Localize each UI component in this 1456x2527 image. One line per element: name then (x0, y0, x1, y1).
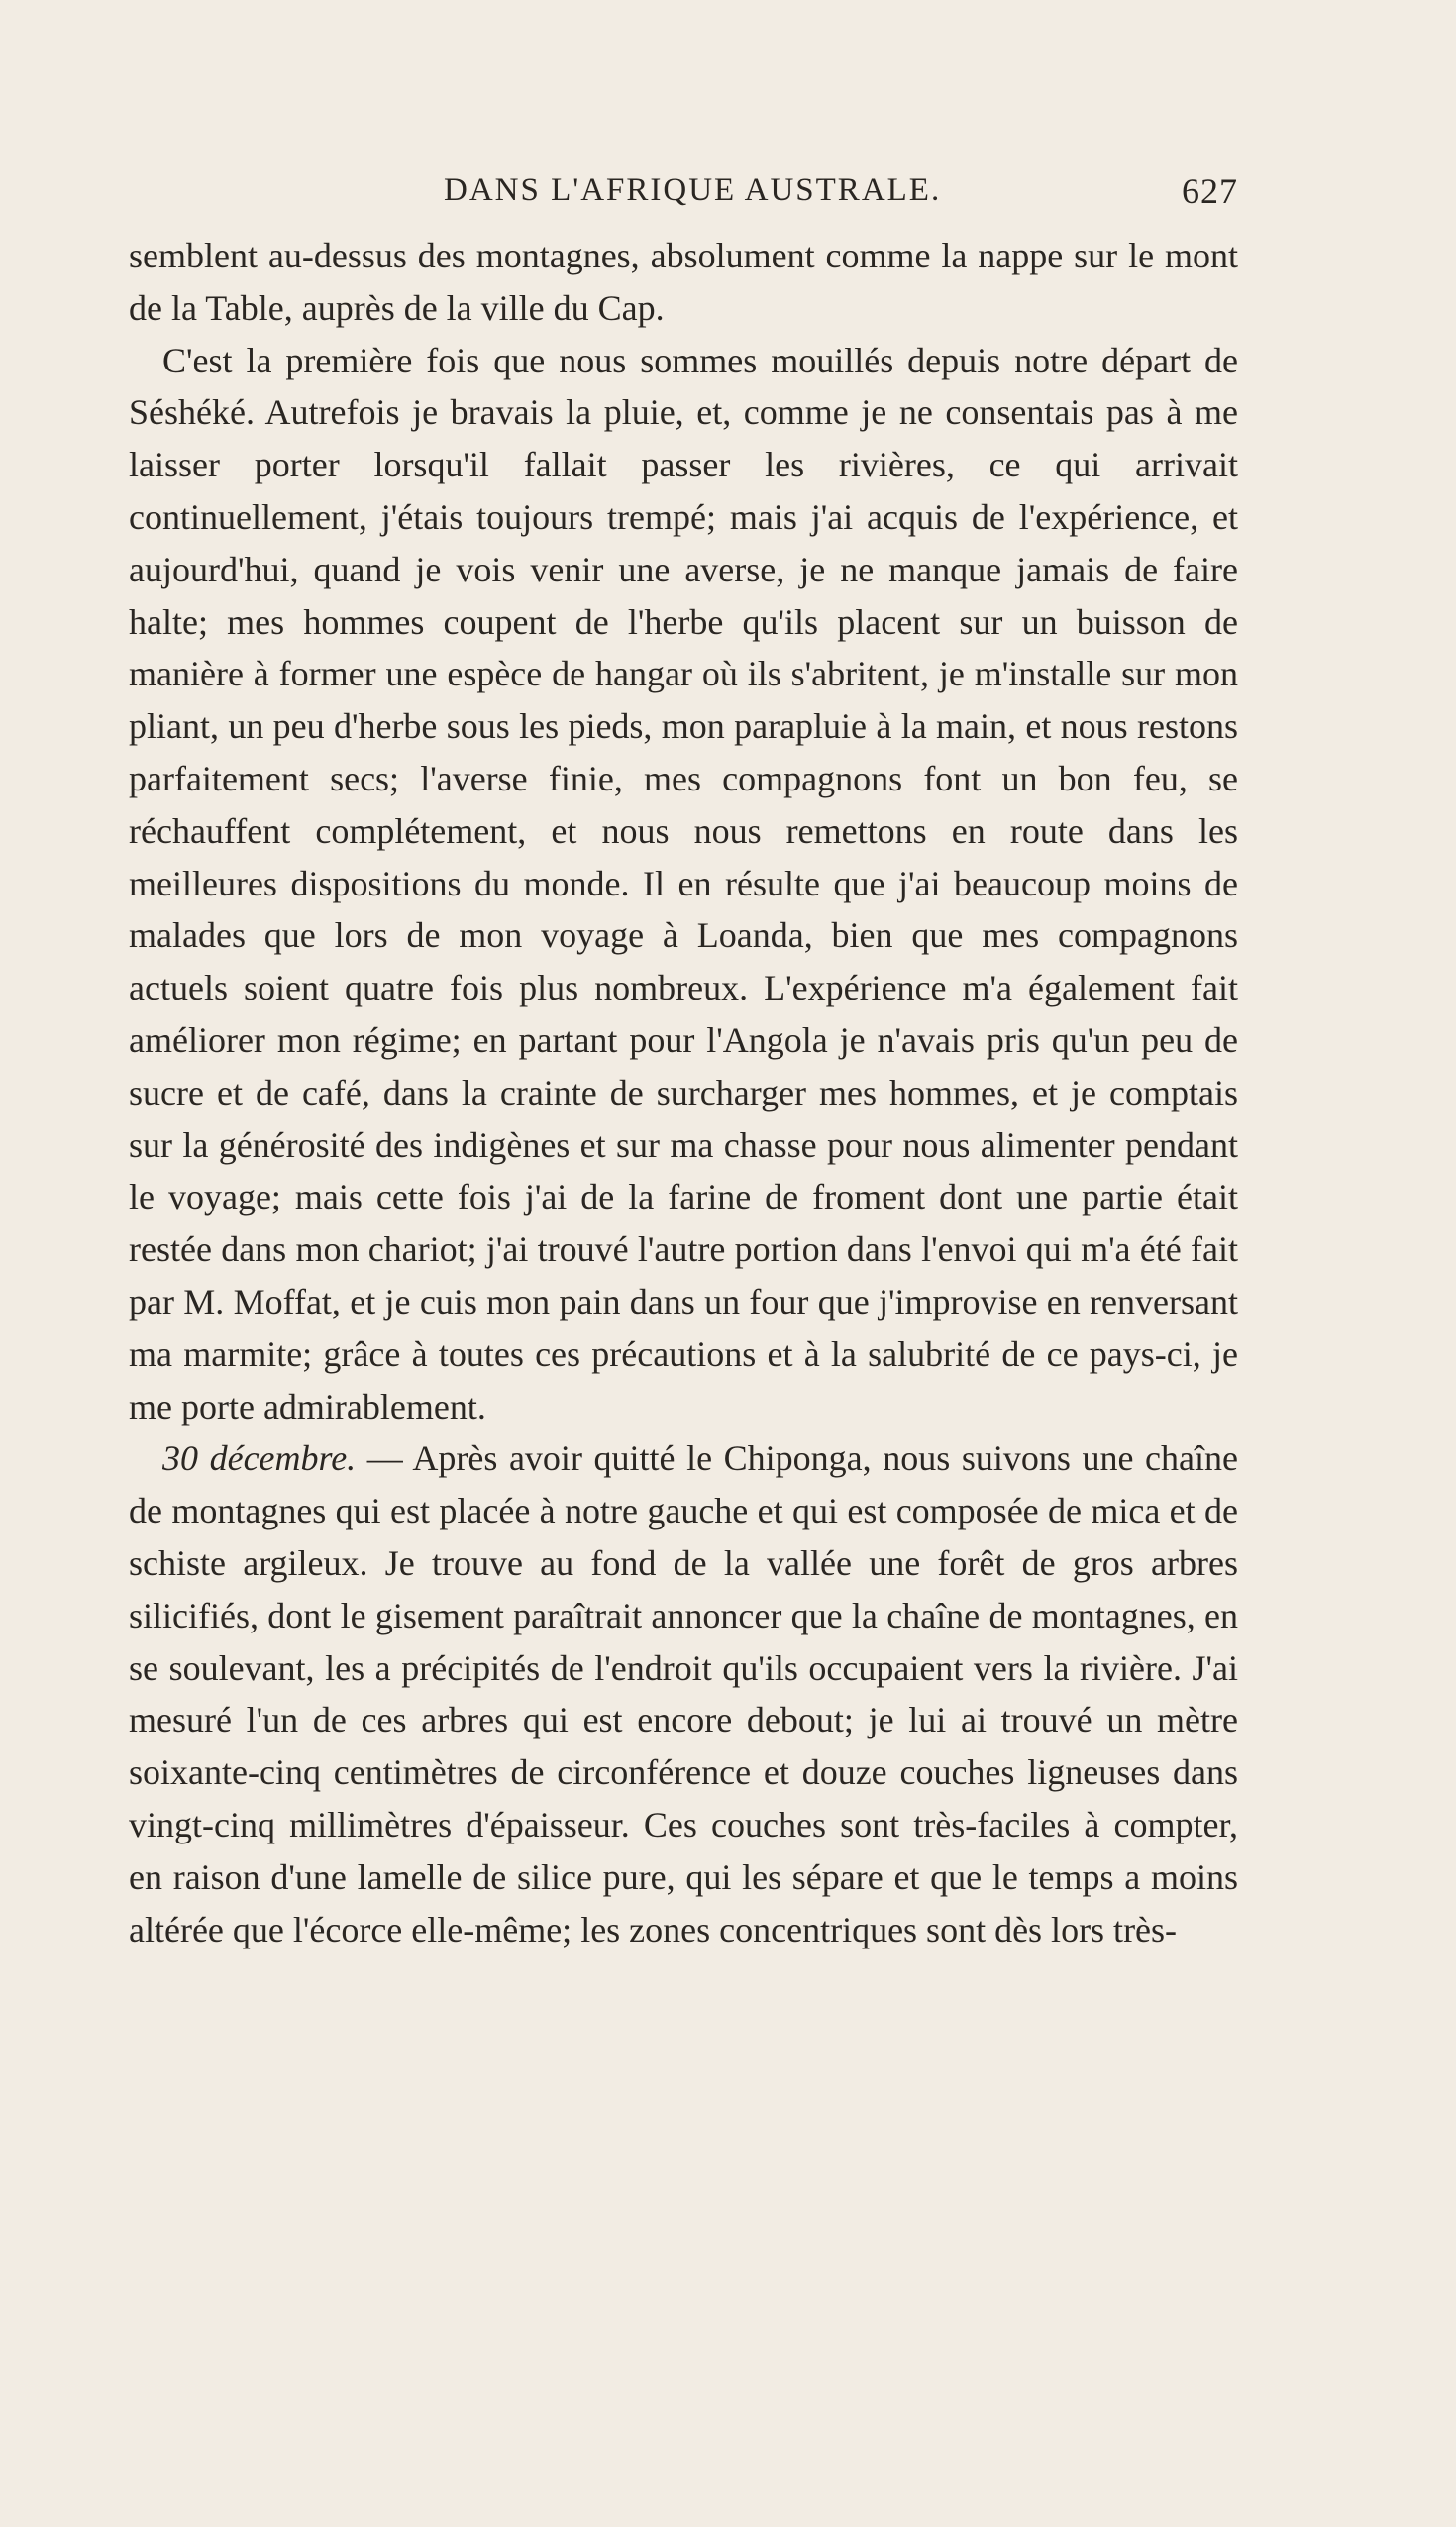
paragraph-text: C'est la première fois que nous sommes mouillés depuis notre départ de Séshéké. Autrefois je bravais la pluie, et, comme je ne consentais pas à me laisser porter lorsqu'il fallait passer les rivières, ce qui arrivait continuellement, j'étais toujours trempé; mais j'ai acquis de l'expérience, et aujourd'hui, quand je vois venir une averse, je ne manque jamais de faire halte; mes hommes coupent de l'herbe qu'ils placent sur un buisson de manière à former une espèce de hangar où ils s'abritent, je m'installe sur mon pliant, un peu d'herbe sous les pieds, mon parapluie à la main, et nous restons parfaitement secs; l'averse finie, mes compagnons font un bon feu, se réchauffent complétement, et nous nous remettons en route dans les meilleures dispositions du monde. Il en résulte que j'ai beaucoup moins de malades que lors de mon voyage à Loanda, bien que mes compagnons actuels soient quatre fois plus nombreux. L'expérience m'a également fait améliorer mon régime; en partant pour l'Angola je n'avais pris qu'un peu de sucre et de café, dans la crainte de surcharger mes hommes, et je comptais sur la générosité des indigènes et sur ma chasse pour nous alimenter pendant le voyage; mais cette fois j'ai de la farine de froment dont une partie était restée dans mon chariot; j'ai trouvé l'autre portion dans l'envoi qui m'a été fait par M. Moffat, et je cuis mon pain dans un four que j'improvise en renversant ma marmite; grâce à toutes ces précautions et à la salubrité de ce pays-ci, je me porte admirablement. (129, 340, 1238, 1426)
paragraph-text: — Après avoir quitté le Chiponga, nous suivons une chaîne de montagnes qui est placée à notre gauche et qui est composée de mica et de schiste argileux. Je trouve au fond de la vallée une forêt de gros arbres silicifiés, dont le gisement paraîtrait annoncer que la chaîne de montagnes, en se soulevant, les a précipités de l'endroit qu'ils occupaient vers la rivière. J'ai mesuré l'un de ces arbres qui est encore debout; je lui ai trouvé un mètre soixante-cinq centimètres de circonférence et douze couches ligneuses dans vingt-cinq millimètres d'épaisseur. Ces couches sont très-faciles à compter, en raison d'une lamelle de silice pure, qui les sépare et que le temps a moins altérée que l'écorce elle-même; les zones concentriques sont dès lors très- (129, 1438, 1238, 1949)
paragraph (129, 335, 1238, 1433)
page-header (129, 166, 1238, 226)
page-number: 627 (1182, 171, 1238, 211)
paragraph-dated-entry (129, 1432, 1238, 1955)
running-title: DANS L'AFRIQUE AUSTRALE. (444, 172, 942, 208)
paragraph-text: semblent au-dessus des montagnes, absolument comme la nappe sur le mont de la Table, auprès de la ville du Cap. (129, 236, 1238, 328)
entry-date: 30 décembre. (162, 1438, 357, 1479)
paragraph-continuation (129, 230, 1238, 335)
body-text (129, 230, 1238, 1955)
